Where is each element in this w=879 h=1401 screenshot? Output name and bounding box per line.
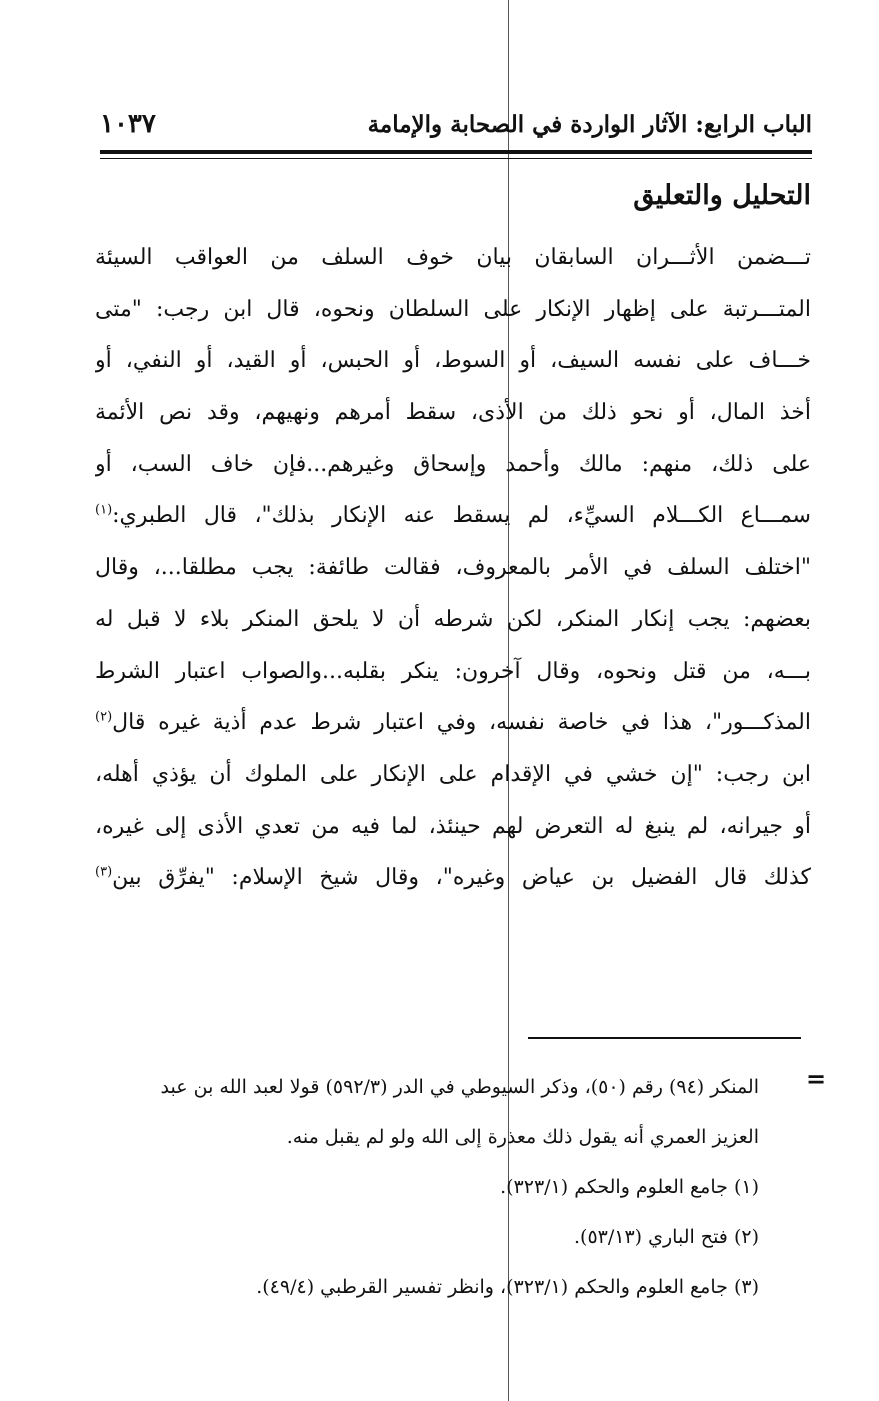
footnote-ref-1[interactable]: (١) — [95, 503, 113, 519]
running-title: الباب الرابع: الآثار الواردة في الصحابة والإمامة — [367, 110, 812, 138]
body-line: المتـــرتبة على إظهار الإنكار على السلطان ونحوه، قال ابن رجب: "متى — [95, 296, 811, 322]
body-line-text: سمـــاع الكـــلام السيِّء، لم يسقط عنه الإنكار بذلك"، قال الطبري: — [112, 503, 811, 529]
footnote-text: فتح الباري (٥٣/١٣). — [573, 1226, 728, 1248]
header-rule-thin — [100, 158, 812, 159]
body-line — [95, 852, 811, 904]
body-line: ابن رجب: "إن خشي في الإقدام على الإنكار على الملوك أن يؤذي أهله، — [95, 761, 811, 787]
body-line: تـــضمن الأثـــران السابقان بيان خوف السلف من العواقب السيئة — [95, 245, 811, 270]
body-line: على ذلك، منهم: مالك وأحمد وإسحاق وغيرهم...فإن خاف السب، أو — [95, 451, 811, 477]
body-line: أو جيرانه، لم ينبغ له التعرض لهم حينئذ، لما فيه من تعدي الأذى إلى غيره، — [95, 813, 811, 839]
footnote-number: (١) — [733, 1176, 759, 1198]
body-line — [95, 490, 811, 542]
page-header — [100, 102, 812, 146]
body-line: بعضهم: يجب إنكار المنكر، لكن شرطه أن لا يلحق المنكر بلاء لا قبل له — [95, 606, 811, 632]
body-line: خـــاف على نفسه السيف، أو السوط، أو الحبس، أو القيد، أو النفي، أو — [95, 348, 811, 374]
footnote-ref-2[interactable]: (٢) — [95, 709, 113, 725]
body-line: "اختلف السلف في الأمر بالمعروف، فقالت طائفة: يجب مطلقا...، وقال — [95, 555, 811, 581]
footnote-text: جامع العلوم والحكم (٣٢٣/١)، وانظر تفسير القرطبي (٤٩/٤). — [256, 1276, 728, 1298]
body-line-text: المذكـــور"، هذا في خاصة نفسه، وفي اعتبار شرط عدم أذية غيره قال — [112, 710, 811, 736]
body-line: أخذ المال، أو نحو ذلك من الأذى، سقط أمرهم ونهيهم، وقد نص الأئمة — [95, 400, 811, 426]
header-rule-thick — [100, 150, 812, 154]
section-title: التحليل والتعليق — [633, 180, 811, 211]
footnote-separator — [528, 1037, 801, 1039]
page-number: ١٠٣٧ — [100, 109, 156, 139]
footnote-continued-line: العزيز العمري أنه يقول ذلك معذرة إلى الله ولو لم يقبل منه. — [286, 1126, 759, 1148]
body-text — [95, 232, 811, 904]
footnote-number: (٢) — [733, 1226, 759, 1248]
footnotes — [83, 1062, 759, 1312]
footnote-3 — [83, 1262, 759, 1312]
footnote-1 — [83, 1162, 759, 1212]
footnote-text: جامع العلوم والحكم (٣٢٣/١). — [500, 1176, 728, 1198]
footnote-continued-line: المنكر (٩٤) رقم (٥٠)، وذكر السيوطي في الدر (٥٩٢/٣) قولا لعبد الله بن عبد — [160, 1076, 759, 1098]
footnote-ref-3[interactable]: (٣) — [95, 864, 113, 880]
footnote-number: (٣) — [733, 1276, 759, 1298]
footnote-continued-mark: = — [806, 1064, 827, 1093]
body-line: بـــه، من قتل ونحوه، وقال آخرون: ينكر بقلبه...والصواب اعتبار الشرط — [95, 658, 811, 684]
footnote-2 — [83, 1212, 759, 1262]
body-line — [95, 697, 811, 749]
body-line-text: كذلك قال الفضيل بن عياض وغيره"، وقال شيخ الإسلام: "يفرِّق بين — [112, 865, 811, 891]
